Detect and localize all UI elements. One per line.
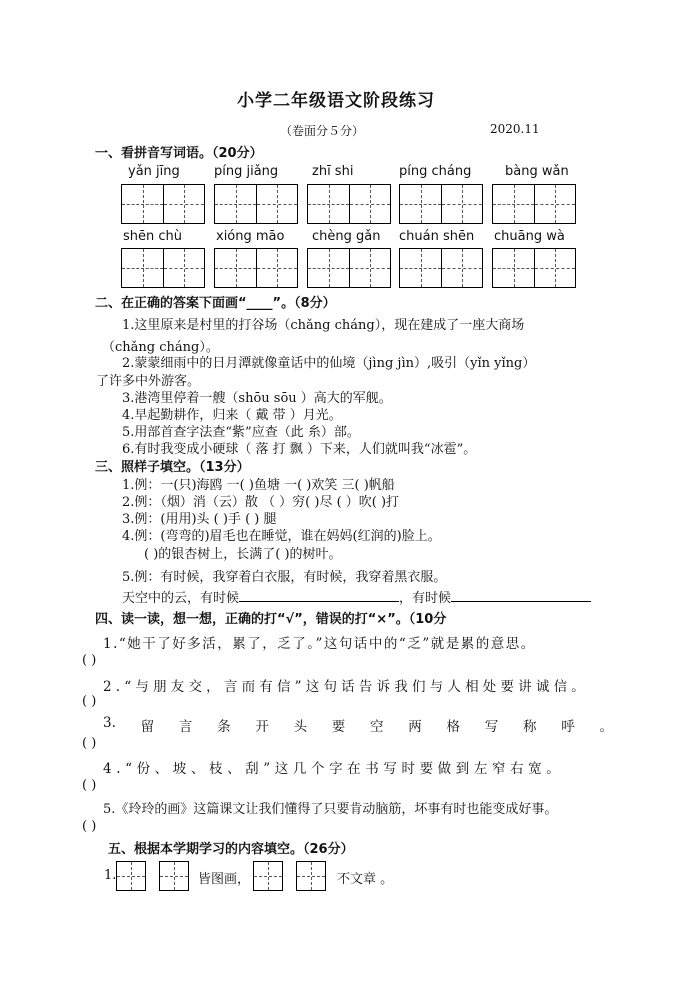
section-5-heading: 五、根据本学期学习的内容填空。（26分） — [108, 842, 354, 857]
question-text: 了许多中外游客。 — [96, 374, 201, 389]
pinyin-6: shēn chù — [123, 229, 183, 244]
answer-paren[interactable]: ( ) — [82, 694, 97, 709]
pinyin-1: yǎn jīng — [128, 164, 180, 179]
question-text: ( )的银杏树上，长满了( )的树叶。 — [144, 547, 342, 562]
section-2-heading: 二、在正确的答案下面画“____”。（8分） — [95, 296, 336, 311]
question-text: 2.例：（烟）消（云）散 （ ）穷( )尽 ( ）吹( )打 — [122, 495, 400, 510]
judge-question: 5.《玲玲的画》这篇课文让我们懂得了只要肯动脑筋，坏事有时也能变成好事。 — [103, 802, 558, 817]
section-3-heading: 三、照样子填空。（13分） — [95, 460, 250, 475]
writing-box[interactable] — [307, 184, 391, 224]
pinyin-7: xióng māo — [216, 229, 285, 244]
char-box[interactable] — [296, 861, 326, 891]
fill-text: 皆图画， — [198, 872, 251, 887]
question-text: 5.用部首查字法查“紫”应查（此 糸）部。 — [122, 425, 360, 440]
question-text: 4.早起勤耕作，归来（ 戴 带 ）月光。 — [122, 408, 342, 423]
judge-question: 1.“她干了好多活，累了，乏了。”这句话中的“乏”就是累的意思。 — [103, 636, 536, 652]
writing-box[interactable] — [307, 248, 391, 288]
question-text: 3.例：(用用)头 ( )手 ( ) 腿 — [122, 512, 277, 527]
pinyin-10: chuāng wà — [494, 229, 565, 244]
pinyin-3: zhī shi — [312, 164, 354, 179]
blank-line[interactable] — [451, 588, 591, 602]
judge-question: 4.“份、坡、枝、刮”这几个字在书写时要做到左窄右宽。 — [103, 761, 565, 777]
pinyin-2: píng jiǎng — [214, 164, 279, 179]
char-box[interactable] — [116, 861, 146, 891]
char-box[interactable] — [253, 861, 283, 891]
judge-question-3: 3. 留 言 条 开 头 要 空 两 格 写 称 呼 。 — [103, 715, 613, 735]
char-box[interactable] — [159, 861, 189, 891]
fill-line-text — [122, 587, 591, 606]
fill-prefix: 天空中的云，有时候 — [122, 591, 240, 606]
judge-question: 2.“与朋友交，言而有信”这句话告诉我们与人相处要讲诚信。 — [103, 679, 589, 695]
blank-line[interactable] — [239, 588, 399, 602]
writing-box[interactable] — [121, 248, 205, 288]
question-text: 4.例：(弯弯的)眉毛也在睡觉，谁在妈妈(红润的)脸上。 — [122, 529, 441, 544]
pinyin-5: bàng wǎn — [505, 164, 569, 179]
question-text: 1.这里原来是村里的打谷场（chǎng cháng），现在建成了一座大商场 — [122, 318, 525, 333]
answer-paren[interactable]: ( ) — [82, 653, 97, 668]
question-text: （chǎng cháng）。 — [102, 340, 219, 355]
writing-box[interactable] — [492, 248, 576, 288]
writing-box[interactable] — [121, 184, 205, 224]
answer-paren[interactable]: ( ) — [82, 778, 97, 793]
writing-box[interactable] — [492, 184, 576, 224]
pinyin-4: píng cháng — [399, 164, 472, 179]
writing-box[interactable] — [214, 248, 298, 288]
section-1-heading: 一、看拼音写词语。（20分） — [95, 146, 263, 161]
score-note: （卷面分５分） — [280, 124, 365, 138]
fill-text: 不文章 。 — [337, 872, 394, 887]
section-4-heading: 四、读一读，想一想，正确的打“√”，错误的打“×”。（10分 — [95, 612, 447, 627]
question-text: 2.蒙蒙细雨中的日月潭就像童话中的仙境（jìng jìn）,吸引（yǐn yǐng） — [122, 356, 536, 371]
date: 2020.11 — [490, 122, 540, 136]
writing-box[interactable] — [399, 248, 483, 288]
question-text: 6.有时我变成小硬球（ 落 打 飘 ）下来，人们就叫我“冰雹”。 — [122, 442, 477, 457]
question-text: 1.例：一(只)海鸥 一( )鱼塘 一( )欢笑 三( )帆船 — [122, 478, 395, 493]
answer-paren[interactable]: ( ) — [82, 736, 97, 751]
writing-box[interactable] — [399, 184, 483, 224]
question-text: 3.港湾里停着一艘（shōu sōu ）高大的军舰。 — [122, 391, 392, 406]
answer-paren[interactable]: ( ) — [82, 819, 97, 834]
writing-box[interactable] — [214, 184, 298, 224]
pinyin-8: chèng gǎn — [312, 229, 381, 244]
question-text: 5.例：有时候，我穿着白衣服，有时候，我穿着黑衣服。 — [122, 570, 447, 585]
page-title: 小学二年级语文阶段练习 — [237, 91, 435, 111]
pinyin-9: chuán shēn — [399, 229, 475, 244]
fill-middle: ，有时候 — [399, 591, 452, 606]
question-number: 1. — [104, 868, 117, 883]
